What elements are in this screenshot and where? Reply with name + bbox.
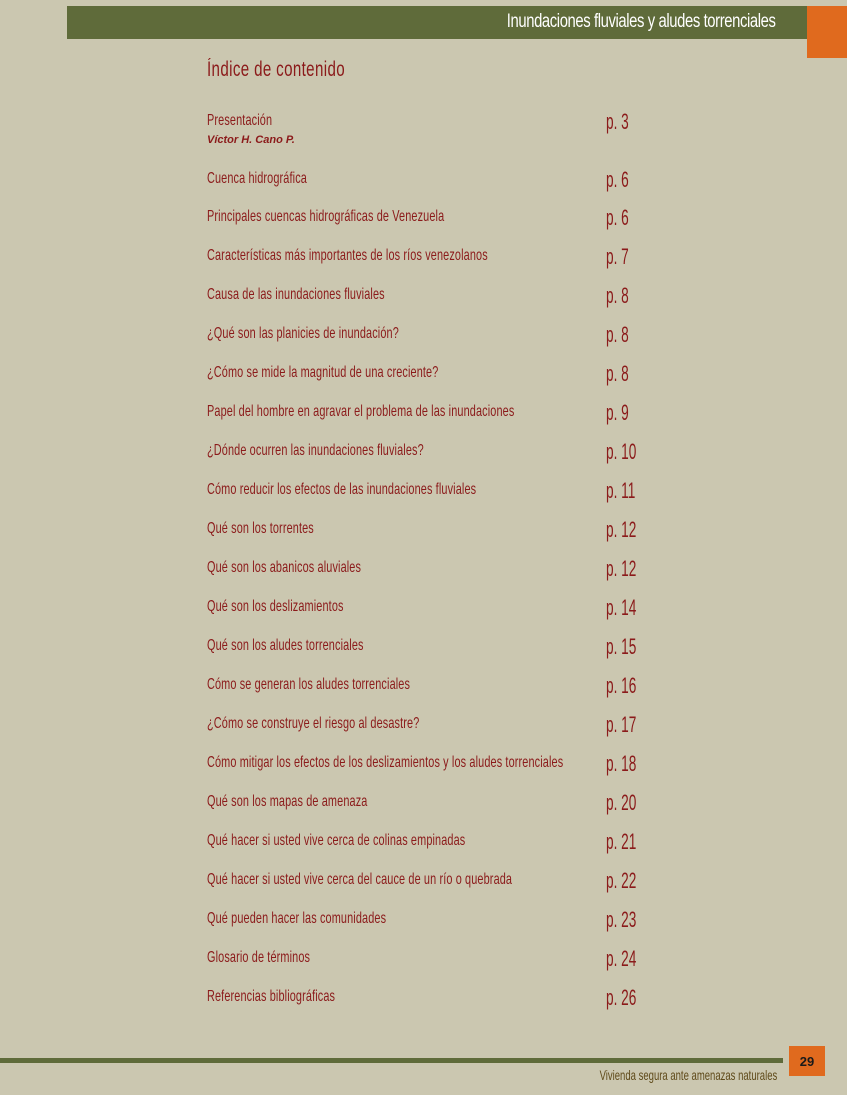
- page-number: 29: [799, 1053, 815, 1069]
- toc-item[interactable]: [207, 634, 667, 667]
- toc-item[interactable]: [207, 673, 667, 706]
- toc-item-title: Qué hacer si usted vive cerca del cauce de un río o quebrada: [207, 871, 513, 888]
- toc-item-title: Cómo mitigar los efectos de los deslizamientos y los aludes torrenciales: [207, 754, 564, 771]
- toc-item-page: p. 9: [606, 400, 629, 425]
- toc-item-title: Cómo reducir los efectos de las inundaciones fluviales: [207, 481, 477, 498]
- header-bar: [67, 6, 807, 39]
- toc-item-title: Qué son los aludes torrenciales: [207, 637, 364, 654]
- toc-item-title: Presentación: [207, 112, 273, 129]
- toc-item-page: p. 18: [606, 751, 637, 776]
- toc-item[interactable]: [207, 946, 667, 979]
- toc-item-title: Qué son los torrentes: [207, 520, 314, 537]
- toc-item-title: Glosario de términos: [207, 949, 311, 966]
- toc-item-title: Qué hacer si usted vive cerca de colinas empinadas: [207, 832, 466, 849]
- toc-item-title: ¿Qué son las planicies de inundación?: [207, 325, 399, 342]
- toc-item-page: p. 12: [606, 517, 637, 542]
- toc-item-page: p. 7: [606, 244, 629, 269]
- toc-item[interactable]: [207, 829, 667, 862]
- toc-item[interactable]: [207, 322, 667, 355]
- toc-item[interactable]: [207, 439, 667, 472]
- toc-item-page: p. 21: [606, 829, 637, 854]
- toc-item-title: Qué son los deslizamientos: [207, 598, 344, 615]
- toc-item[interactable]: [207, 517, 667, 550]
- toc-item[interactable]: [207, 751, 667, 784]
- toc-item[interactable]: [207, 361, 667, 394]
- toc-item[interactable]: [207, 712, 667, 745]
- toc-item-page: p. 26: [606, 985, 637, 1010]
- toc-item-page: p. 8: [606, 361, 629, 386]
- toc-item-page: p. 3: [606, 109, 629, 134]
- toc-item-title: Papel del hombre en agravar el problema de las inundaciones: [207, 403, 515, 420]
- toc-item-page: p. 11: [606, 478, 636, 503]
- toc-item-page: p. 22: [606, 868, 637, 893]
- toc-heading: Índice de contenido: [207, 58, 345, 81]
- toc-item-page: p. 6: [606, 167, 629, 192]
- toc-item-page: p. 14: [606, 595, 637, 620]
- toc-item-page: p. 10: [606, 439, 637, 464]
- toc-item-page: p. 15: [606, 634, 637, 659]
- toc-item-title: Características más importantes de los ríos venezolanos: [207, 247, 488, 264]
- toc-item-title: Principales cuencas hidrográficas de Venezuela: [207, 208, 445, 225]
- toc-item[interactable]: [207, 595, 667, 628]
- toc-item-page: p. 23: [606, 907, 637, 932]
- toc-item[interactable]: [207, 400, 667, 433]
- toc-item-page: p. 24: [606, 946, 637, 971]
- toc-item[interactable]: [207, 556, 667, 589]
- page-number-badge: [789, 1046, 825, 1076]
- footer-publication-title: Vivienda segura ante amenazas naturales: [599, 1067, 777, 1083]
- toc-item-title: ¿Dónde ocurren las inundaciones fluviales?: [207, 442, 424, 459]
- toc-item-page: p. 8: [606, 322, 629, 347]
- toc-item-title: Qué son los mapas de amenaza: [207, 793, 368, 810]
- toc-item-title: ¿Cómo se mide la magnitud de una creciente?: [207, 364, 439, 381]
- toc-item[interactable]: [207, 790, 667, 823]
- toc-item[interactable]: [207, 907, 667, 940]
- toc-item-title: Qué son los abanicos aluviales: [207, 559, 362, 576]
- toc-item-title: Qué pueden hacer las comunidades: [207, 910, 387, 927]
- footer-rule: [0, 1058, 783, 1063]
- toc-item-page: p. 17: [606, 712, 637, 737]
- toc-item-presentacion[interactable]: [207, 109, 667, 146]
- toc-item-title: Cómo se generan los aludes torrenciales: [207, 676, 411, 693]
- toc-item-author: Víctor H. Cano P.: [207, 134, 295, 146]
- toc-item-title: Cuenca hidrográfica: [207, 170, 307, 187]
- toc-item-page: p. 12: [606, 556, 637, 581]
- toc-item-title: ¿Cómo se construye el riesgo al desastre?: [207, 715, 420, 732]
- toc-item[interactable]: [207, 868, 667, 901]
- header-title: Inundaciones fluviales y aludes torrenciales: [506, 11, 775, 32]
- toc-item-page: p. 16: [606, 673, 637, 698]
- toc-item-page: p. 20: [606, 790, 637, 815]
- header-accent-tab: [807, 6, 847, 58]
- toc-item-page: p. 8: [606, 283, 629, 308]
- toc-item-title: Causa de las inundaciones fluviales: [207, 286, 385, 303]
- toc-item[interactable]: [207, 244, 667, 277]
- toc-item[interactable]: [207, 167, 667, 200]
- toc-item[interactable]: [207, 478, 667, 511]
- toc-item[interactable]: [207, 283, 667, 316]
- toc-item-page: p. 6: [606, 205, 629, 230]
- toc-item[interactable]: [207, 205, 667, 238]
- toc-item[interactable]: [207, 985, 667, 1018]
- toc-item-title: Referencias bibliográficas: [207, 988, 336, 1005]
